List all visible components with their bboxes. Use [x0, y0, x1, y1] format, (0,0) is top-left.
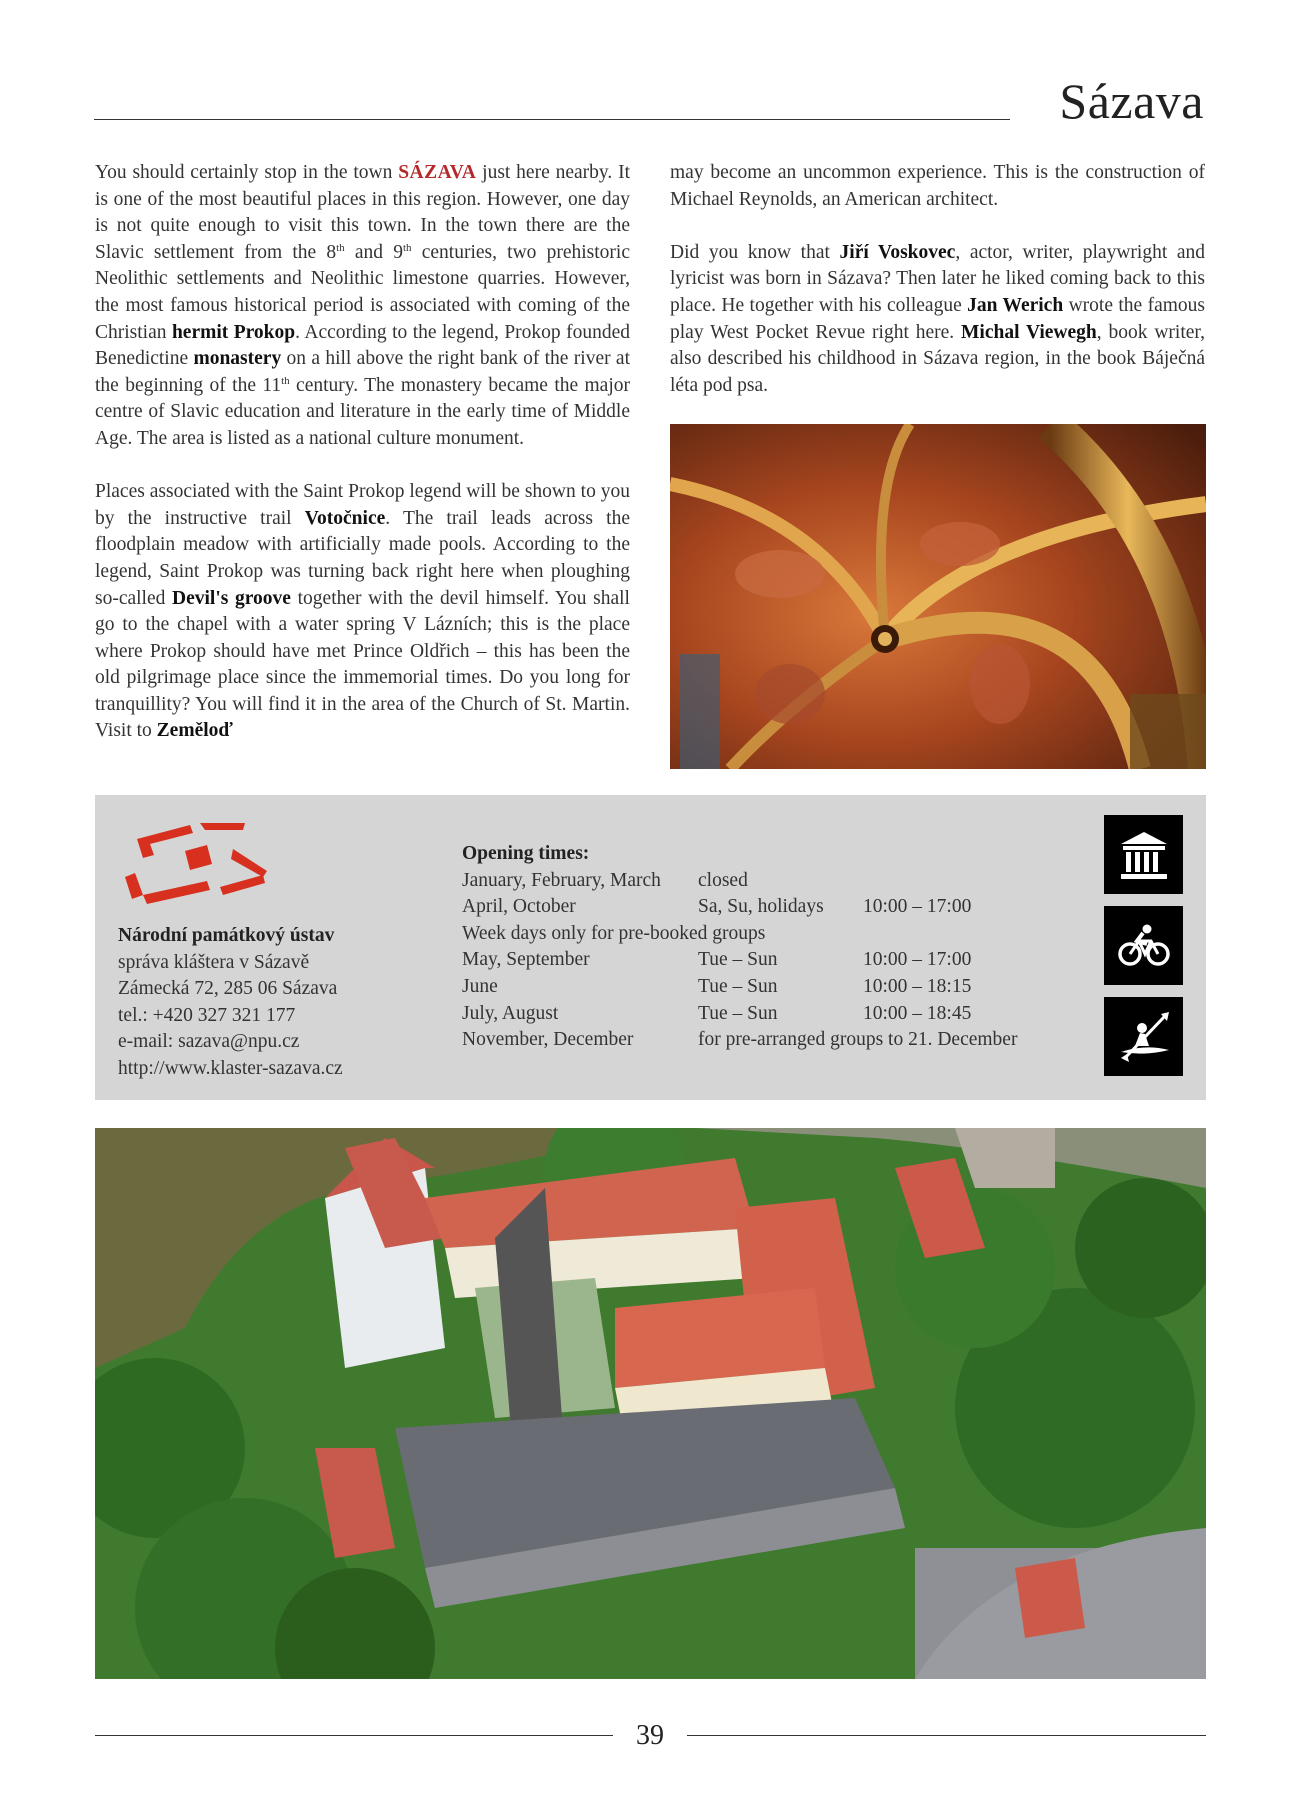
- werich: Jan Werich: [967, 294, 1064, 316]
- organization-address: Zámecká 72, 285 06 Sázava: [118, 978, 338, 1000]
- page-title: Sázava: [1059, 73, 1204, 129]
- zemelod-paragraph: may become an uncommon experience. This is the construction of Michael Reynolds, an American architect.: [670, 162, 1205, 210]
- left-column: [95, 160, 630, 772]
- town-name: SÁZAVA: [398, 162, 477, 183]
- hours-row: June Tue – Sun 10:00 – 18:15: [462, 975, 972, 997]
- footer-rule-right: [687, 1735, 1206, 1736]
- right-column: [670, 160, 1205, 426]
- voskovec: Jiří Voskovec: [839, 241, 956, 263]
- hermit-prokop: hermit Prokop: [171, 321, 296, 343]
- kayak-icon-glyph: [1115, 1008, 1173, 1066]
- header-rule: [94, 119, 1010, 120]
- monastery-term: monastery: [193, 348, 282, 370]
- page-number: 39: [636, 1720, 664, 1751]
- devils-groove: Devil's groove: [172, 587, 291, 609]
- viewegh: Michal Viewegh: [961, 321, 1097, 343]
- npu-logo: [115, 817, 275, 905]
- organization-dept: správa kláštera v Sázavě: [118, 951, 310, 973]
- opening-times: [462, 841, 1018, 1054]
- hours-row: Week days only for pre-booked groups: [462, 922, 766, 944]
- zemelod: Zeměloď: [156, 720, 233, 742]
- organization-phone: tel.: +420 327 321 177: [118, 1004, 296, 1026]
- organization-name: Národní památkový ústav: [118, 925, 335, 946]
- footer-rule-left: [95, 1735, 613, 1736]
- opening-times-title: Opening times:: [462, 843, 590, 864]
- organization-contact: [118, 923, 343, 1083]
- personalities-paragraph: Did you know that Jiří Voskovec, actor, writer, playwright and lyricist was born in Sázava? Then later he liked coming back to this place. He together with his colleague Jan Werich wrote the famous play West Pocket Revue right here. Michal Viewegh, book writer, also described his childhood in Sázava region, in the book Báječná léta pod psa.: [670, 241, 1206, 396]
- museum-icon-glyph: [1115, 826, 1173, 884]
- intro-paragraph: You should certainly stop in the town SÁZAVA just here nearby. It is one of the most beautiful places in this region. However, one day is not quite enough to visit this town. In the town there are the Slavic settlement from the 8th and 9th centuries, two prehistoric Neolithic settlements and Neolithic limestone quarries. However, the most famous historical period is associated with coming of the Christian hermit Prokop. According to the legend, Prokop founded Benedictine monastery on a hill above the right bank of the river at the beginning of the 11th century. The monastery became the major centre of Slavic education and literature in the early time of Middle Age. The area is listed as a national culture monument.: [95, 162, 631, 449]
- hours-row: July, August Tue – Sun 10:00 – 18:45: [462, 1002, 972, 1024]
- cycling-icon-glyph: [1115, 917, 1173, 975]
- hours-row: January, February, March closed: [462, 869, 748, 891]
- organization-email[interactable]: e-mail: sazava@npu.cz: [118, 1031, 300, 1053]
- kayak-icon: [1104, 997, 1183, 1076]
- hours-row: April, October Sa, Su, holidays 10:00 – 17:00: [462, 896, 972, 918]
- museum-icon: [1104, 815, 1183, 894]
- visitor-info-box: [95, 795, 1206, 1100]
- hours-row: May, September Tue – Sun 10:00 – 17:00: [462, 949, 972, 971]
- hours-row: November, December for pre-arranged groups to 21. December: [462, 1029, 1018, 1051]
- trail-paragraph: Places associated with the Saint Prokop legend will be shown to you by the instructive trail Votočnice. The trail leads across the floodplain meadow with artificially made pools. According to the legend, Saint Prokop was turning back right here when ploughing so-called Devil's groove together with the devil himself. You shall go to the chapel with a water spring V Lázních; this is the place where Prokop should have met Prince Oldřich – this has been the old pilgrimage place since the immemorial times. Do you long for tranquillity? You will find it in the area of the Church of St. Martin. Visit to Zeměloď: [95, 481, 630, 742]
- cycling-icon: [1104, 906, 1183, 985]
- monastery-aerial-photo: [95, 1128, 1206, 1679]
- trail-name: Votočnice: [304, 507, 386, 529]
- ceiling-fresco-photo: [670, 424, 1206, 769]
- organization-website[interactable]: http://www.klaster-sazava.cz: [118, 1057, 343, 1079]
